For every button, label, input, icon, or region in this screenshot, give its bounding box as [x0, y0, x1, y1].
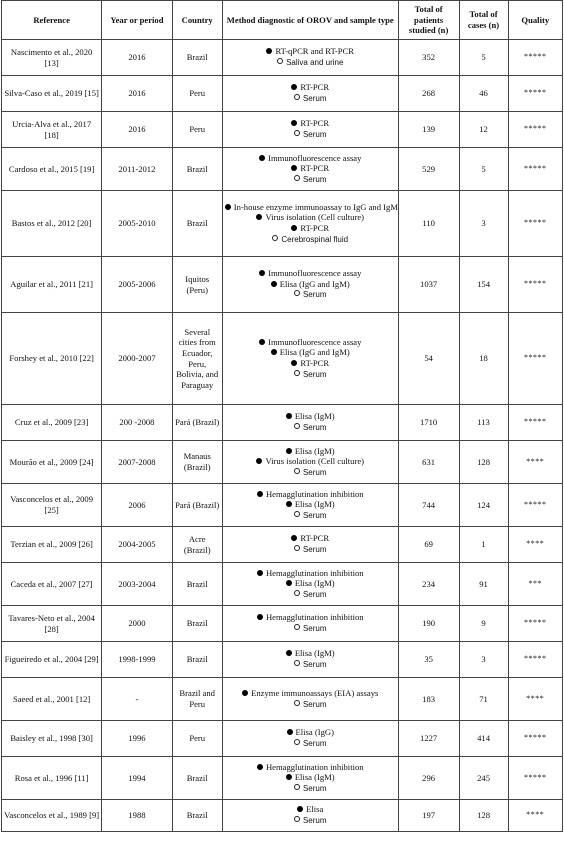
filled-bullet-icon: [287, 729, 293, 735]
table-row: [2, 40, 563, 76]
method-label: Hemagglutination inhibition: [265, 488, 364, 499]
sample-item: [225, 369, 396, 381]
header-cases: Total of cases (n): [459, 1, 508, 40]
country-cell: Several cities from Ecuador, Peru, Bolivia, and Paraguay: [172, 313, 222, 405]
method-cell: [222, 112, 398, 148]
year-cell: 200 -2008: [102, 405, 172, 441]
filled-bullet-icon: [259, 270, 265, 276]
sample-label: Serum: [302, 423, 327, 432]
filled-bullet-icon: [256, 458, 262, 464]
open-bullet-icon: [294, 816, 300, 822]
open-bullet-icon: [294, 130, 300, 136]
total-cell: 631: [398, 441, 459, 484]
method-label: Elisa (IgG): [295, 727, 334, 738]
method-item: [225, 804, 396, 815]
cases-cell: 5: [459, 148, 508, 191]
year-cell: 1998-1999: [102, 642, 172, 678]
total-cell: 234: [398, 563, 459, 606]
year-cell: 1988: [102, 800, 172, 832]
sample-item: [225, 659, 396, 671]
reference-cell: Forshey et al., 2010 [22]: [2, 313, 102, 405]
year-cell: 2000: [102, 606, 172, 642]
table-row: [2, 112, 563, 148]
sample-item: [225, 589, 396, 601]
table-row: [2, 405, 563, 441]
year-cell: 2016: [102, 40, 172, 76]
table-row: [2, 191, 563, 257]
sample-item: [225, 57, 396, 69]
open-bullet-icon: [294, 545, 300, 551]
sample-label: Serum: [302, 545, 327, 554]
method-label: RT-PCR: [300, 533, 330, 544]
method-item: [225, 347, 396, 358]
method-label: RT-PCR: [300, 358, 330, 368]
method-cell: [222, 642, 398, 678]
country-cell: Brazil: [172, 148, 222, 191]
filled-bullet-icon: [291, 360, 297, 366]
method-item: [225, 337, 396, 348]
sample-label: Saliva and urine: [286, 58, 344, 67]
open-bullet-icon: [294, 660, 300, 666]
filled-bullet-icon: [291, 165, 297, 171]
total-cell: 744: [398, 484, 459, 527]
total-cell: 69: [398, 527, 459, 563]
sample-label: Serum: [302, 130, 327, 139]
method-item: [225, 489, 396, 500]
filled-bullet-icon: [291, 225, 297, 231]
method-label: RT-PCR: [300, 163, 330, 174]
method-cell: [222, 148, 398, 191]
total-cell: 110: [398, 191, 459, 257]
method-label: Elisa (IgM): [294, 648, 335, 659]
table-row: [2, 642, 563, 678]
method-label: Enzyme immunoassays (EIA) assays: [251, 687, 379, 698]
filled-bullet-icon: [271, 349, 277, 355]
table-row: [2, 606, 563, 642]
open-bullet-icon: [272, 235, 278, 241]
method-item: [225, 411, 396, 422]
method-cell: [222, 441, 398, 484]
year-cell: 2011-2012: [102, 148, 172, 191]
reference-cell: Urcia-Alva et al., 2017 [18]: [2, 112, 102, 148]
quality-cell: *****: [508, 606, 562, 642]
method-cell: [222, 800, 398, 832]
method-label: Elisa: [306, 804, 324, 815]
sample-label: Serum: [302, 369, 327, 379]
filled-bullet-icon: [286, 413, 292, 419]
cases-cell: 12: [459, 112, 508, 148]
filled-bullet-icon: [257, 491, 263, 497]
open-bullet-icon: [294, 511, 300, 517]
country-cell: Pará (Brazil): [172, 484, 222, 527]
header-reference: Reference: [2, 1, 102, 40]
total-cell: 1710: [398, 405, 459, 441]
cases-cell: 128: [459, 441, 508, 484]
method-label: Elisa (IgM): [294, 499, 335, 510]
method-label: Elisa (IgG and IgM): [279, 278, 350, 289]
reference-cell: Silva-Caso et al., 2019 [15]: [2, 76, 102, 112]
filled-bullet-icon: [286, 580, 292, 586]
quality-cell: *****: [508, 40, 562, 76]
sample-label: Serum: [302, 699, 327, 709]
year-cell: 2006: [102, 484, 172, 527]
open-bullet-icon: [294, 175, 300, 181]
open-bullet-icon: [294, 290, 300, 296]
reference-cell: Figueiredo et al., 2004 [29]: [2, 642, 102, 678]
method-cell: [222, 313, 398, 405]
filled-bullet-icon: [257, 614, 263, 620]
open-bullet-icon: [277, 58, 283, 64]
method-item: [225, 688, 396, 699]
filled-bullet-icon: [286, 501, 292, 507]
country-cell: Peru: [172, 721, 222, 757]
filled-bullet-icon: [271, 281, 277, 287]
method-label: Hemagglutination inhibition: [265, 612, 364, 623]
total-cell: 197: [398, 800, 459, 832]
method-item: [225, 568, 396, 579]
cases-cell: 3: [459, 191, 508, 257]
quality-cell: *****: [508, 313, 562, 405]
cases-cell: 245: [459, 757, 508, 800]
reference-cell: Saeed et al., 2001 [12]: [2, 678, 102, 721]
country-cell: Brazil: [172, 563, 222, 606]
country-cell: Acre (Brazil): [172, 527, 222, 563]
total-cell: 139: [398, 112, 459, 148]
cases-cell: 46: [459, 76, 508, 112]
year-cell: 2000-2007: [102, 313, 172, 405]
total-cell: 296: [398, 757, 459, 800]
filled-bullet-icon: [266, 48, 272, 54]
filled-bullet-icon: [256, 214, 262, 220]
table-row: [2, 678, 563, 721]
method-cell: [222, 257, 398, 313]
quality-cell: ****: [508, 441, 562, 484]
method-cell: [222, 484, 398, 527]
quality-cell: *****: [508, 191, 562, 257]
open-bullet-icon: [294, 624, 300, 630]
table-row: [2, 313, 563, 405]
open-bullet-icon: [294, 423, 300, 429]
sample-label: Serum: [302, 290, 327, 300]
reference-cell: Cruz et al., 2009 [23]: [2, 405, 102, 441]
method-label: Immunofluorescence assay: [268, 152, 362, 163]
reference-cell: Nascimento et al., 2020 [13]: [2, 40, 102, 76]
sample-item: [225, 289, 396, 301]
total-cell: 268: [398, 76, 459, 112]
sample-item: [225, 815, 396, 827]
table-row: [2, 757, 563, 800]
reference-cell: Vasconcelos et al., 2009 [25]: [2, 484, 102, 527]
filled-bullet-icon: [286, 650, 292, 656]
method-item: [225, 46, 396, 57]
method-cell: [222, 721, 398, 757]
cases-cell: 113: [459, 405, 508, 441]
method-item: [225, 223, 396, 234]
sample-label: Serum: [302, 660, 327, 669]
method-label: RT-qPCR and RT-PCR: [275, 46, 355, 57]
sample-label: Serum: [302, 739, 327, 748]
total-cell: 529: [398, 148, 459, 191]
method-cell: [222, 678, 398, 721]
country-cell: Brazil: [172, 800, 222, 832]
method-item: [225, 446, 396, 457]
table-row: [2, 257, 563, 313]
sample-label: Serum: [302, 510, 327, 520]
country-cell: Peru: [172, 76, 222, 112]
method-item: [225, 727, 396, 738]
studies-table: [1, 0, 563, 832]
method-label: Hemagglutination inhibition: [265, 567, 364, 578]
method-item: [225, 268, 396, 279]
method-item: [225, 82, 396, 93]
sample-item: [225, 234, 396, 246]
cases-cell: 414: [459, 721, 508, 757]
quality-cell: *****: [508, 721, 562, 757]
total-cell: 1227: [398, 721, 459, 757]
cases-cell: 71: [459, 678, 508, 721]
reference-cell: Rosa et al., 1996 [11]: [2, 757, 102, 800]
filled-bullet-icon: [257, 570, 263, 576]
year-cell: 2004-2005: [102, 527, 172, 563]
sample-item: [225, 93, 396, 105]
method-cell: [222, 40, 398, 76]
method-item: [225, 153, 396, 164]
method-label: RT-PCR: [300, 82, 330, 93]
method-cell: [222, 405, 398, 441]
country-cell: Iquitos (Peru): [172, 257, 222, 313]
reference-cell: Cardoso et al., 2015 [19]: [2, 148, 102, 191]
method-label: Elisa (IgM): [294, 772, 335, 783]
method-item: [225, 118, 396, 129]
total-cell: 54: [398, 313, 459, 405]
method-item: [225, 212, 396, 223]
method-label: RT-PCR: [300, 118, 330, 129]
reference-cell: Tavares-Neto et al., 2004 [28]: [2, 606, 102, 642]
year-cell: 2003-2004: [102, 563, 172, 606]
method-label: Elisa (IgM): [294, 411, 335, 422]
reference-cell: Terzian et al., 2009 [26]: [2, 527, 102, 563]
reference-cell: Caceda et al., 2007 [27]: [2, 563, 102, 606]
header-quality: Quality: [508, 1, 562, 40]
method-label: Virus isolation (Cell culture): [265, 212, 365, 223]
sample-label: Serum: [302, 783, 327, 793]
filled-bullet-icon: [291, 84, 297, 90]
reference-cell: Aguilar et al., 2011 [21]: [2, 257, 102, 313]
table-row: [2, 563, 563, 606]
quality-cell: *****: [508, 757, 562, 800]
reference-cell: Mourão et al., 2009 [24]: [2, 441, 102, 484]
header-row: [2, 1, 563, 40]
table-row: [2, 441, 563, 484]
table-row: [2, 721, 563, 757]
filled-bullet-icon: [259, 155, 265, 161]
total-cell: 35: [398, 642, 459, 678]
cases-cell: 124: [459, 484, 508, 527]
sample-item: [225, 129, 396, 141]
method-label: Elisa (IgG and IgM): [279, 347, 350, 358]
cases-cell: 18: [459, 313, 508, 405]
year-cell: -: [102, 678, 172, 721]
open-bullet-icon: [294, 370, 300, 376]
sample-item: [225, 544, 396, 556]
country-cell: Brazil and Peru: [172, 678, 222, 721]
method-item: [225, 762, 396, 773]
quality-cell: *****: [508, 642, 562, 678]
sample-item: [225, 623, 396, 635]
method-label: In-house enzyme immunoassay to IgG and IgM: [233, 201, 398, 212]
sample-label: Serum: [302, 174, 327, 184]
method-label: Immunofluorescence assay: [268, 268, 362, 279]
cases-cell: 154: [459, 257, 508, 313]
country-cell: Brazil: [172, 606, 222, 642]
open-bullet-icon: [294, 700, 300, 706]
cases-cell: 128: [459, 800, 508, 832]
sample-item: [225, 510, 396, 522]
open-bullet-icon: [294, 94, 300, 100]
header-method: Method diagnostic of OROV and sample type: [222, 1, 398, 40]
sample-label: Serum: [302, 467, 327, 477]
country-cell: Peru: [172, 112, 222, 148]
method-cell: [222, 563, 398, 606]
method-cell: [222, 76, 398, 112]
filled-bullet-icon: [259, 339, 265, 345]
filled-bullet-icon: [286, 448, 292, 454]
sample-label: Cerebrospinal fluid: [281, 234, 349, 244]
header-country: Country: [172, 1, 222, 40]
open-bullet-icon: [294, 468, 300, 474]
method-item: [225, 533, 396, 544]
method-item: [225, 772, 396, 783]
method-label: Virus isolation (Cell culture): [265, 456, 365, 467]
country-cell: Manaus (Brazil): [172, 441, 222, 484]
country-cell: Brazil: [172, 757, 222, 800]
method-cell: [222, 527, 398, 563]
table-row: [2, 527, 563, 563]
method-cell: [222, 606, 398, 642]
country-cell: Brazil: [172, 40, 222, 76]
year-cell: 1994: [102, 757, 172, 800]
method-cell: [222, 757, 398, 800]
method-label: Elisa (IgM): [294, 445, 335, 456]
method-cell: [222, 191, 398, 257]
sample-label: Serum: [302, 589, 327, 599]
table-row: [2, 800, 563, 832]
quality-cell: ****: [508, 678, 562, 721]
filled-bullet-icon: [286, 774, 292, 780]
method-item: [225, 279, 396, 290]
method-item: [225, 163, 396, 174]
year-cell: 2016: [102, 76, 172, 112]
method-item: [225, 202, 396, 213]
quality-cell: *****: [508, 112, 562, 148]
open-bullet-icon: [294, 784, 300, 790]
header-total: Total of patients studied (n): [398, 1, 459, 40]
sample-item: [225, 783, 396, 795]
filled-bullet-icon: [297, 806, 303, 812]
sample-item: [225, 467, 396, 479]
total-cell: 190: [398, 606, 459, 642]
method-item: [225, 499, 396, 510]
sample-label: Serum: [302, 816, 327, 825]
quality-cell: ***: [508, 563, 562, 606]
method-label: Hemagglutination inhibition: [265, 761, 364, 772]
year-cell: 2016: [102, 112, 172, 148]
reference-cell: Baisley et al., 1998 [30]: [2, 721, 102, 757]
method-label: RT-PCR: [300, 223, 330, 233]
sample-item: [225, 738, 396, 750]
filled-bullet-icon: [291, 535, 297, 541]
cases-cell: 9: [459, 606, 508, 642]
method-item: [225, 358, 396, 369]
method-item: [225, 612, 396, 623]
cases-cell: 5: [459, 40, 508, 76]
header-year: Year or period: [102, 1, 172, 40]
reference-cell: Bastos et al., 2012 [20]: [2, 191, 102, 257]
total-cell: 1037: [398, 257, 459, 313]
method-label: Immunofluorescence assay: [268, 336, 362, 347]
quality-cell: *****: [508, 405, 562, 441]
sample-item: [225, 699, 396, 711]
method-item: [225, 456, 396, 467]
reference-cell: Vasconcelos et al., 1989 [9]: [2, 800, 102, 832]
sample-item: [225, 422, 396, 434]
table-row: [2, 76, 563, 112]
open-bullet-icon: [294, 739, 300, 745]
method-label: Elisa (IgM): [294, 578, 335, 589]
cases-cell: 3: [459, 642, 508, 678]
quality-cell: *****: [508, 257, 562, 313]
table-row: [2, 148, 563, 191]
year-cell: 2005-2006: [102, 257, 172, 313]
year-cell: 2007-2008: [102, 441, 172, 484]
method-item: [225, 578, 396, 589]
sample-label: Serum: [302, 624, 327, 633]
year-cell: 1996: [102, 721, 172, 757]
year-cell: 2005-2010: [102, 191, 172, 257]
quality-cell: ****: [508, 800, 562, 832]
cases-cell: 1: [459, 527, 508, 563]
total-cell: 352: [398, 40, 459, 76]
sample-label: Serum: [302, 94, 327, 103]
country-cell: Pará (Brazil): [172, 405, 222, 441]
quality-cell: *****: [508, 76, 562, 112]
filled-bullet-icon: [257, 764, 263, 770]
cases-cell: 91: [459, 563, 508, 606]
table-row: [2, 484, 563, 527]
total-cell: 183: [398, 678, 459, 721]
sample-item: [225, 174, 396, 186]
method-item: [225, 648, 396, 659]
open-bullet-icon: [294, 590, 300, 596]
filled-bullet-icon: [225, 204, 231, 210]
country-cell: Brazil: [172, 642, 222, 678]
filled-bullet-icon: [242, 690, 248, 696]
filled-bullet-icon: [291, 120, 297, 126]
quality-cell: ****: [508, 527, 562, 563]
quality-cell: *****: [508, 484, 562, 527]
quality-cell: *****: [508, 148, 562, 191]
country-cell: Brazil: [172, 191, 222, 257]
